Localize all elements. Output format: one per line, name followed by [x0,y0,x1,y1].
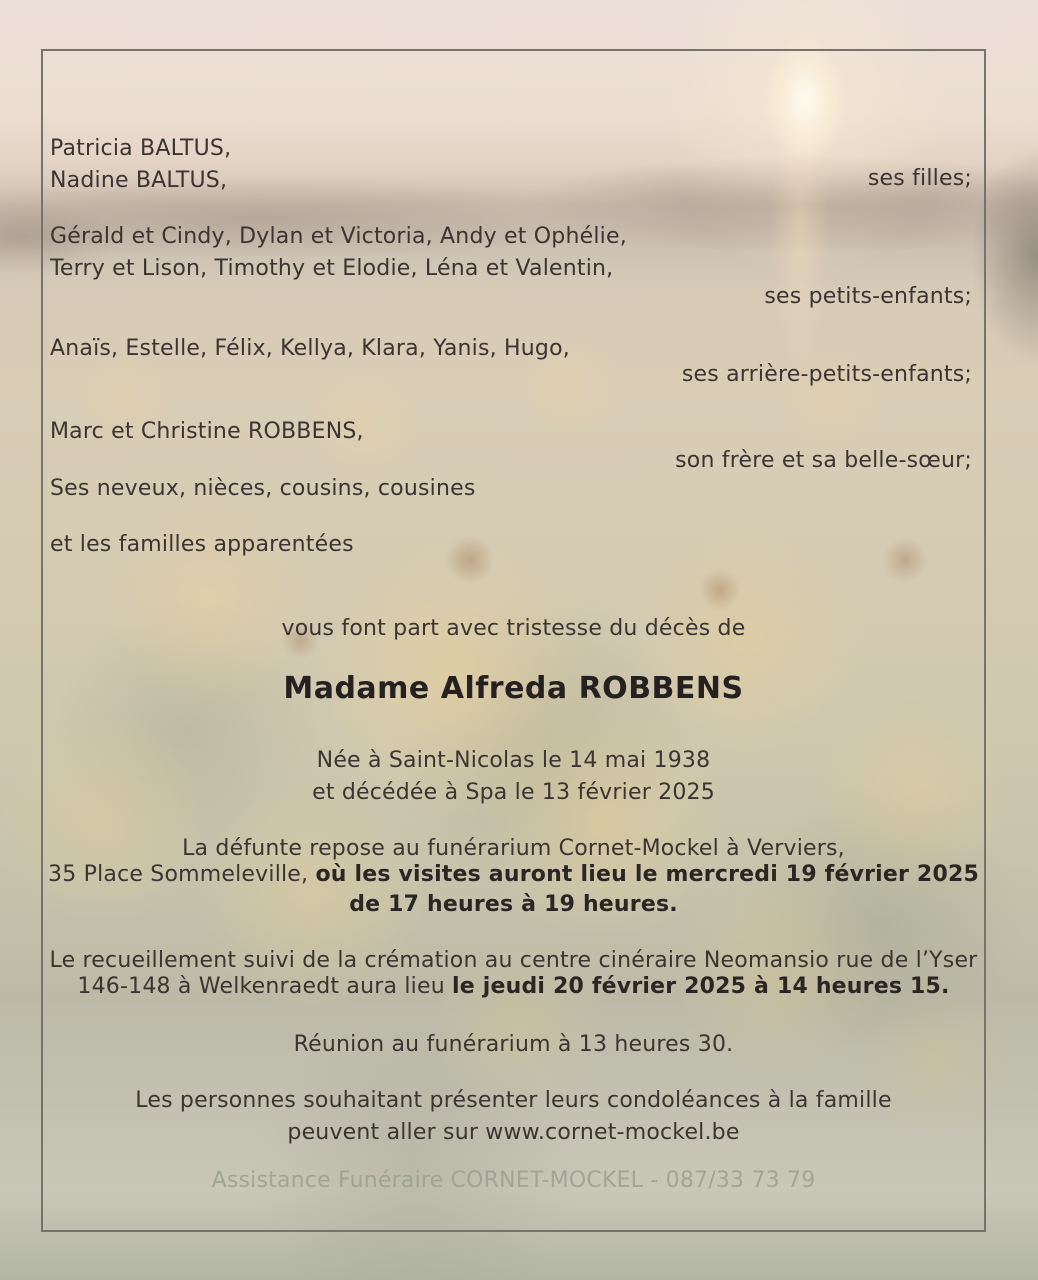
nephews-cousins-line: Ses neveux, nièces, cousins, cousines [50,476,476,501]
great-grandchildren-names: Anaïs, Estelle, Félix, Kellya, Klara, Yanis, Hugo, [50,336,570,361]
visitation-line-2 [41,862,986,888]
brother-names: Marc et Christine ROBBENS, [50,419,364,444]
condolences-line-2: peuvent aller sur www.cornet-mockel.be [287,1120,740,1145]
funeral-home-footer: Assistance Funéraire CORNET-MOCKEL - 087/33 73 79 [211,1168,816,1193]
announcement-intro: vous font part avec tristesse du décès de [281,616,746,641]
relation-great-grandchildren: ses arrière-petits-enfants; [681,362,972,387]
related-families-line: et les familles apparentées [50,532,354,557]
birth-line: Née à Saint-Nicolas le 14 mai 1938 [316,748,711,773]
daughter-name-2: Nadine BALTUS, [50,168,228,193]
cremation-line-2 [41,974,986,1000]
cremation-line-2-bold: le jeudi 20 février 2025 à 14 heures 15. [452,974,950,999]
visitation-line-2-bold: où les visites auront lieu le mercredi 19 février 2025 [315,862,979,887]
visitation-line-3-bold: de 17 heures à 19 heures. [349,892,678,917]
condolences-line-1: Les personnes souhaitant présenter leurs condoléances à la famille [135,1088,892,1113]
cremation-line-2-normal: 146-148 à Welkenraedt aura lieu [77,974,453,999]
relation-brother: son frère et sa belle-sœur; [675,448,972,473]
meeting-line: Réunion au funérarium à 13 heures 30. [293,1032,734,1057]
death-line: et décédée à Spa le 13 février 2025 [312,780,715,805]
visitation-line-2-normal: 35 Place Sommeleville, [48,862,316,887]
cremation-line-1: Le recueillement suivi de la crémation au centre cinéraire Neomansio rue de l’Yser [49,948,978,973]
visitation-line-3 [41,892,986,918]
daughter-name-1: Patricia BALTUS, [50,136,232,161]
grandchildren-names-2: Terry et Lison, Timothy et Elodie, Léna et Valentin, [50,256,614,281]
relation-grandchildren: ses petits-enfants; [764,284,972,309]
visitation-line-1: La défunte repose au funérarium Cornet-Mockel à Verviers, [182,836,845,861]
grandchildren-names-1: Gérald et Cindy, Dylan et Victoria, Andy et Ophélie, [50,224,627,249]
deceased-name: Madame Alfreda ROBBENS [283,671,744,706]
relation-daughters: ses filles; [867,166,972,191]
